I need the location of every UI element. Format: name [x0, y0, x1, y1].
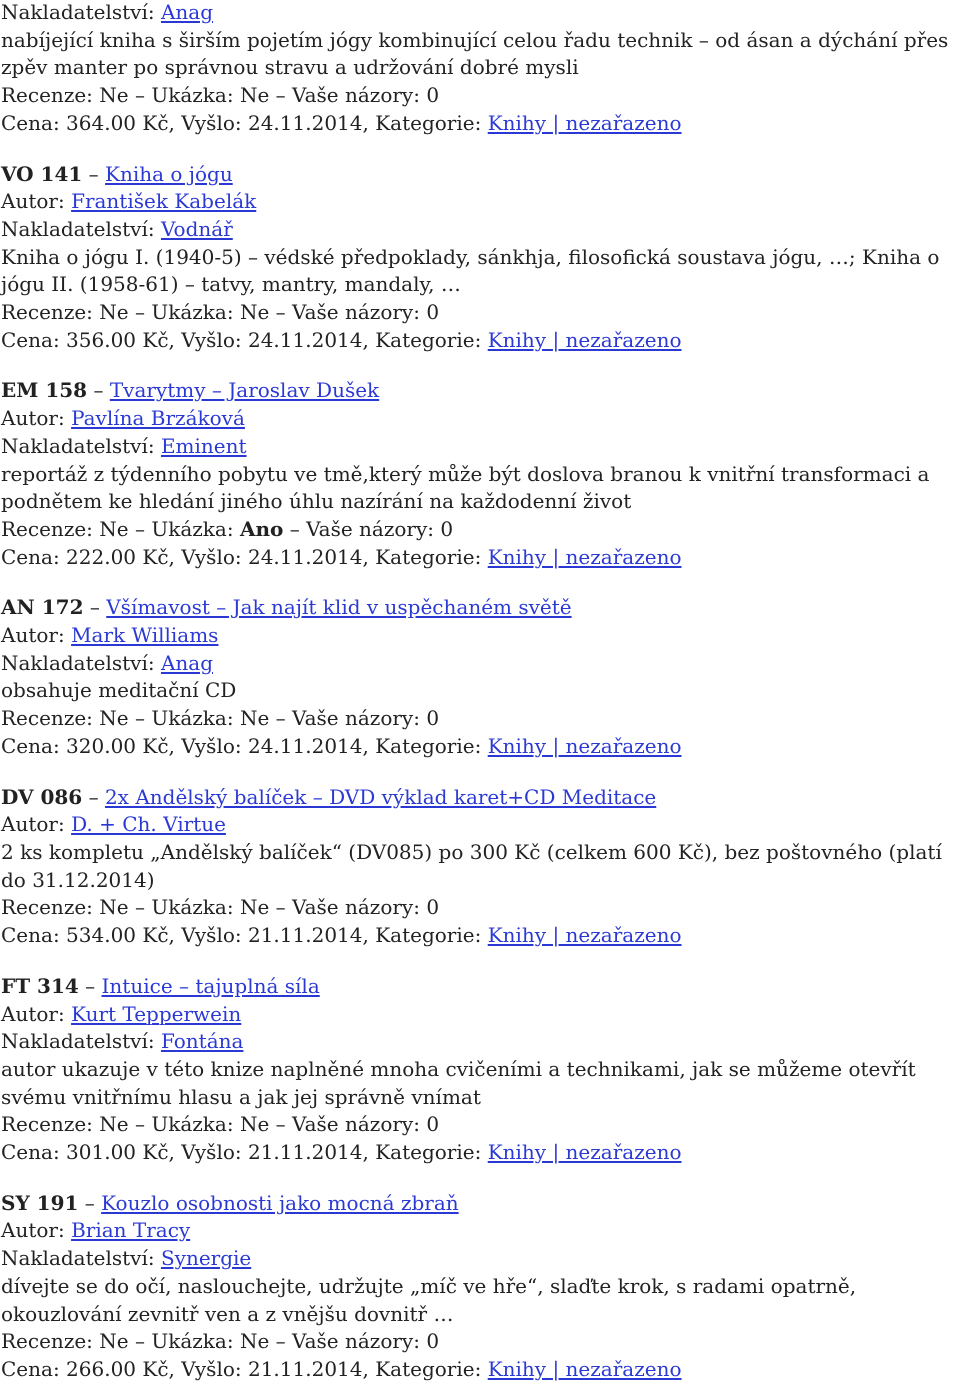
book-entry [1, 0, 960, 138]
category-link[interactable]: Knihy | nezařazeno [487, 110, 682, 135]
category-link[interactable]: Knihy | nezařazeno [487, 327, 682, 352]
category-link[interactable]: Knihy | nezařazeno [487, 923, 682, 948]
author-link[interactable]: Pavlína Brzáková [71, 406, 245, 431]
sample-value: Ne [239, 1329, 270, 1354]
publisher-link[interactable]: Anag [160, 650, 214, 675]
price-value: 301.00 Kč [66, 1140, 169, 1165]
opinions-value: 0 [426, 1112, 440, 1137]
book-description: dívejte se do očí, naslouchejte, udržujte „míč ve hře“, slaďte krok, s radami opatrně, okouzlování zevnitř ven a z vnějšu dovnitř … [1, 1273, 857, 1326]
opinions-value: 0 [426, 83, 440, 108]
publisher-line [1, 1028, 960, 1056]
review-line: Recenze: Ne – Ukázka: Ne – Vaše názory: 0 [1, 83, 440, 108]
publisher-link[interactable]: Vodnář [160, 216, 233, 241]
price-value: 222.00 Kč [66, 544, 169, 569]
category-link[interactable]: Knihy | nezařazeno [487, 1140, 682, 1165]
sample-value: Ne [239, 706, 270, 731]
sample-value: Ne [239, 83, 270, 108]
author-label: Autor: [1, 406, 65, 431]
book-description: autor ukazuje v této knize naplněné mnoha cvičeními a technikami, jak se můžeme otevřít svému vnitřnímu hlasu a jak jej správně vnímat [1, 1056, 916, 1109]
price-line: Cena: 356.00 Kč, Vyšlo: 24.11.2014, Kategorie: Knihy | nezařazeno [1, 327, 682, 352]
author-label: Autor: [1, 623, 65, 648]
book-entry [1, 594, 960, 760]
category-link[interactable]: Knihy | nezařazeno [487, 544, 682, 569]
book-title-link[interactable]: Kouzlo osobnosti jako mocná zbraň [101, 1190, 459, 1215]
publisher-link[interactable]: Fontána [160, 1029, 244, 1054]
publisher-link[interactable]: Eminent [160, 433, 247, 458]
author-line [1, 1001, 960, 1029]
price-line: Cena: 222.00 Kč, Vyšlo: 24.11.2014, Kategorie: Knihy | nezařazeno [1, 544, 682, 569]
author-link[interactable]: Kurt Tepperwein [71, 1001, 242, 1026]
price-line: Cena: 364.00 Kč, Vyšlo: 24.11.2014, Kategorie: Knihy | nezařazeno [1, 110, 682, 135]
book-code: VO 141 [1, 161, 83, 186]
reviews-value: Ne [99, 706, 129, 731]
publisher-line [1, 650, 960, 678]
release-date: 21.11.2014 [247, 923, 363, 948]
author-link[interactable]: Brian Tracy [71, 1218, 191, 1243]
opinions-value: 0 [426, 300, 440, 325]
release-date: 21.11.2014 [247, 1140, 363, 1165]
publisher-label: Nakladatelství: [1, 0, 155, 24]
author-line [1, 622, 960, 650]
price-value: 266.00 Kč [66, 1356, 169, 1381]
sample-value: Ne [239, 300, 270, 325]
book-entry [1, 377, 960, 571]
reviews-value: Ne [99, 1329, 129, 1354]
review-line: Recenze: Ne – Ukázka: Ne – Vaše názory: 0 [1, 1329, 440, 1354]
publisher-label: Nakladatelství: [1, 433, 155, 458]
book-title-link[interactable]: Tvarytmy – Jaroslav Dušek [109, 378, 380, 403]
book-entry [1, 973, 960, 1167]
book-title-link[interactable]: Intuice – tajuplná síla [101, 973, 320, 998]
review-line: Recenze: Ne – Ukázka: Ne – Vaše názory: 0 [1, 300, 440, 325]
author-line [1, 811, 960, 839]
author-line [1, 405, 960, 433]
book-code: FT 314 [1, 973, 79, 998]
price-line: Cena: 266.00 Kč, Vyšlo: 21.11.2014, Kategorie: Knihy | nezařazeno [1, 1356, 682, 1381]
author-label: Autor: [1, 1218, 65, 1243]
opinions-value: 0 [426, 706, 440, 731]
book-title-link[interactable]: 2x Andělský balíček – DVD výklad karet+CD Meditace [104, 784, 657, 809]
publisher-label: Nakladatelství: [1, 1029, 155, 1054]
publisher-line [1, 433, 960, 461]
price-line: Cena: 320.00 Kč, Vyšlo: 24.11.2014, Kategorie: Knihy | nezařazeno [1, 733, 682, 758]
publisher-link[interactable]: Anag [160, 0, 214, 24]
book-code: DV 086 [1, 784, 83, 809]
book-description: nabíjející kniha s širším pojetím jógy kombinující celou řadu technik – od ásan a dýchání přes zpěv manter po správnou stravu a udržování dobré mysli [1, 27, 949, 80]
release-date: 24.11.2014 [247, 110, 363, 135]
title-line: VO 141 – Kniha o jógu [1, 161, 233, 186]
publisher-label: Nakladatelství: [1, 1246, 155, 1271]
reviews-value: Ne [99, 895, 129, 920]
reviews-value: Ne [99, 1112, 129, 1137]
author-label: Autor: [1, 812, 65, 837]
price-value: 364.00 Kč [66, 110, 169, 135]
reviews-value: Ne [99, 300, 129, 325]
publisher-line [1, 1245, 960, 1273]
reviews-value: Ne [99, 83, 129, 108]
publisher-line [1, 0, 960, 27]
title-line: EM 158 – Tvarytmy – Jaroslav Dušek [1, 378, 380, 403]
review-line: Recenze: Ne – Ukázka: Ne – Vaše názory: 0 [1, 895, 440, 920]
review-line: Recenze: Ne – Ukázka: Ne – Vaše názory: 0 [1, 1112, 440, 1137]
author-label: Autor: [1, 1001, 65, 1026]
category-link[interactable]: Knihy | nezařazeno [487, 733, 682, 758]
release-date: 21.11.2014 [247, 1356, 363, 1381]
release-date: 24.11.2014 [247, 327, 363, 352]
book-entry [1, 161, 960, 355]
reviews-value: Ne [99, 516, 129, 541]
publisher-link[interactable]: Synergie [160, 1246, 252, 1271]
release-date: 24.11.2014 [247, 544, 363, 569]
release-date: 24.11.2014 [247, 733, 363, 758]
book-description: Kniha o jógu I. (1940-5) – védské předpoklady, sánkhja, filosofická soustava jógu, …; Kniha o jógu II. (1958-61) – tatvy, mantry, mandaly, … [1, 244, 940, 297]
book-description: reportáž z týdenního pobytu ve tmě,který může být doslova branou k vnitřní transformaci a podnětem ke hledání jiného úhlu nazírání na každodenní život [1, 461, 930, 514]
price-value: 356.00 Kč [66, 327, 169, 352]
title-line: SY 191 – Kouzlo osobnosti jako mocná zbraň [1, 1190, 459, 1215]
opinions-value: 0 [440, 516, 454, 541]
author-link[interactable]: Mark Williams [71, 623, 219, 648]
publisher-label: Nakladatelství: [1, 216, 155, 241]
book-code: AN 172 [1, 595, 84, 620]
price-value: 320.00 Kč [66, 733, 169, 758]
opinions-value: 0 [426, 895, 440, 920]
price-line: Cena: 301.00 Kč, Vyšlo: 21.11.2014, Kategorie: Knihy | nezařazeno [1, 1140, 682, 1165]
sample-value: Ano [239, 516, 284, 541]
title-line: FT 314 – Intuice – tajuplná síla [1, 973, 320, 998]
author-link[interactable]: František Kabelák [71, 189, 257, 214]
price-line: Cena: 534.00 Kč, Vyšlo: 21.11.2014, Kategorie: Knihy | nezařazeno [1, 923, 682, 948]
book-description: obsahuje meditační CD [1, 678, 237, 703]
title-line: DV 086 – 2x Andělský balíček – DVD výklad karet+CD Meditace [1, 784, 657, 809]
author-link[interactable]: D. + Ch. Virtue [71, 812, 226, 837]
book-title-link[interactable]: Všímavost – Jak najít klid v uspěchaném světě [106, 595, 572, 620]
book-description: 2 ks kompletu „Andělský balíček“ (DV085) po 300 Kč (celkem 600 Kč), bez poštovného (platí do 31.12.2014) [1, 839, 942, 892]
book-title-link[interactable]: Kniha o jógu [105, 161, 233, 186]
title-line: AN 172 – Všímavost – Jak najít klid v uspěchaném světě [1, 595, 572, 620]
sample-value: Ne [239, 895, 270, 920]
review-line: Recenze: Ne – Ukázka: Ne – Vaše názory: 0 [1, 706, 440, 731]
author-line [1, 188, 960, 216]
author-line [1, 1217, 960, 1245]
book-code: EM 158 [1, 378, 88, 403]
book-code: SY 191 [1, 1190, 79, 1215]
book-entry [1, 784, 960, 950]
price-value: 534.00 Kč [66, 923, 169, 948]
sample-value: Ne [239, 1112, 270, 1137]
book-entry [1, 1190, 960, 1384]
publisher-label: Nakladatelství: [1, 650, 155, 675]
review-line: Recenze: Ne – Ukázka: Ano – Vaše názory: 0 [1, 516, 454, 541]
publisher-line [1, 216, 960, 244]
author-label: Autor: [1, 189, 65, 214]
category-link[interactable]: Knihy | nezařazeno [487, 1356, 682, 1381]
opinions-value: 0 [426, 1329, 440, 1354]
